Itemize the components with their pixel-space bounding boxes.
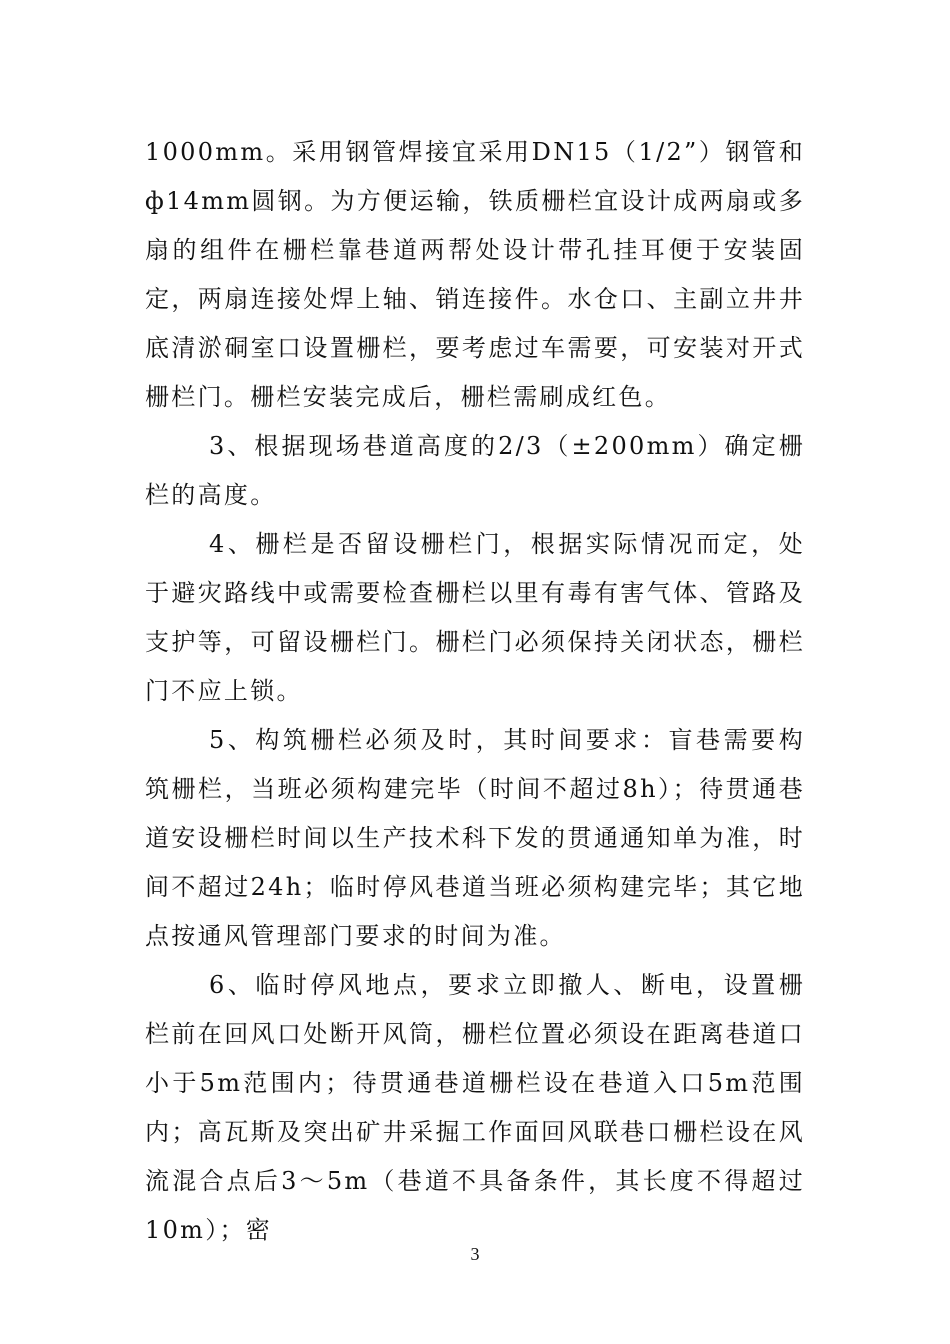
- paragraph-item-6: 6、临时停风地点，要求立即撤人、断电，设置栅栏前在回风口处断开风筒，栅栏位置必须设在距离巷道口小于5m范围内；待贯通巷道栅栏设在巷道入口5m范围内；高瓦斯及突出矿井采掘工作面回风联巷口栅栏设在风流混合点后3～5m（巷道不具备条件，其长度不得超过10m）；密: [145, 971, 805, 1244]
- paragraph-item-5: 5、构筑栅栏必须及时，其时间要求：盲巷需要构筑栅栏，当班必须构建完毕（时间不超过8h）；待贯通巷道安设栅栏时间以生产技术科下发的贯通通知单为准，时间不超过24h；临时停风巷道当班必须构建完毕；其它地点按通风管理部门要求的时间为准。: [145, 726, 805, 950]
- document-body: [145, 128, 805, 1255]
- paragraph-item-4: 4、栅栏是否留设栅栏门，根据实际情况而定，处于避灾路线中或需要检查栅栏以里有毒有害气体、管路及支护等，可留设栅栏门。栅栏门必须保持关闭状态，栅栏门不应上锁。: [145, 530, 805, 705]
- page-number: 3: [470, 1244, 480, 1264]
- paragraph-continuation: 1000mm。采用钢管焊接宜采用DN15（1/2”）钢管和ф14mm圆钢。为方便运输，铁质栅栏宜设计成两扇或多扇的组件在栅栏靠巷道两帮处设计带孔挂耳便于安装固定，两扇连接处焊上轴、销连接件。水仓口、主副立井井底清淤硐室口设置栅栏，要考虑过车需要，可安装对开式栅栏门。栅栏安装完成后，栅栏需刷成红色。: [145, 138, 805, 411]
- paragraph-item-3: 3、根据现场巷道高度的2/3（±200mm）确定栅栏的高度。: [145, 432, 805, 509]
